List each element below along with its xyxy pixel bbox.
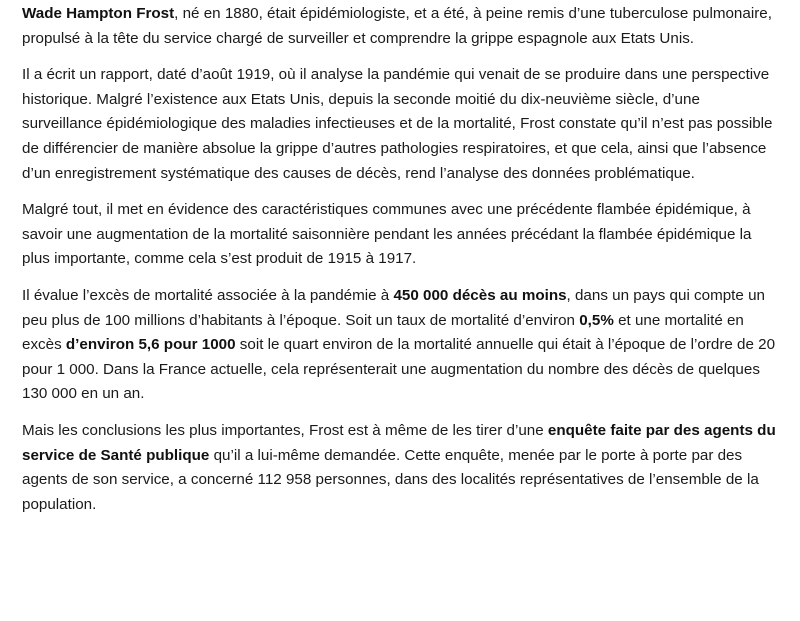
paragraph-text: Malgré tout, il met en évidence des caractéristiques communes avec une précédente flambée épidémique, à savoir une augmentation de la mortalité saisonnière pendant les années précédant la flambée épidémique la plus importante, comme cela s’est produit de 1915 à 1917. [22, 201, 752, 268]
paragraph-5 [22, 419, 778, 517]
survey-highlight: enquête faite par des agents du service de Santé publique [22, 421, 776, 464]
paragraph-text: et une mortalité en excès [22, 311, 744, 354]
person-name: Wade Hampton Frost [22, 5, 175, 22]
paragraph-2 [22, 63, 778, 186]
paragraph-1 [22, 2, 778, 51]
paragraph-text: , né en 1880, était épidémiologiste, et a été, à peine remis d’une tuberculose pulmonaire, propulsé à la tête du service chargé de surveiller et comprendre la grippe espagnole aux Etats Unis. [22, 5, 772, 47]
paragraph-text: qu’il a lui-même demandée. Cette enquête, menée par le porte à porte par des agents de son service, a concerné 112 958 personnes, dans des localités représentatives de l’ensemble de la population. [22, 446, 759, 513]
paragraph-3 [22, 198, 778, 272]
paragraph-text: soit le quart environ de la mortalité annuelle qui était à l’époque de l’ordre de 20 pour 1 000. Dans la France actuelle, cela représenterait une augmentation du nombre des décès de quelques 130 000 en un an. [22, 336, 776, 403]
excess-mortality-highlight: d’environ 5,6 pour 1000 [65, 336, 236, 354]
paragraph-4 [22, 284, 778, 407]
mortality-rate-highlight: 0,5% [579, 311, 614, 329]
death-count-highlight: 450 000 décès au moins [393, 286, 567, 304]
paragraph-text: Il a écrit un rapport, daté d’août 1919, où il analyse la pandémie qui venait de se produire dans une perspective historique. Malgré l’existence aux Etats Unis, depuis la seconde moitié du dix-neuvième siècle, d’une surveillance épidémiologique des maladies infectieuses et de la mortalité, Frost constate qu’il n’est pas possible de différencier de manière absolue la grippe d’autres pathologies respiratoires, et que cela, ainsi que l’absence d’un enregistrement systématique des causes de décès, rend l’analyse des données problématique. [22, 66, 773, 182]
paragraph-text: Mais les conclusions les plus importantes, Frost est à même de les tirer d’une [22, 421, 548, 439]
paragraph-text: Il évalue l’excès de mortalité associée à la pandémie à [22, 286, 394, 304]
paragraph-text: , dans un pays qui compte un peu plus de 100 millions d’habitants à l’époque. Soit un taux de mortalité d’environ [22, 286, 765, 329]
